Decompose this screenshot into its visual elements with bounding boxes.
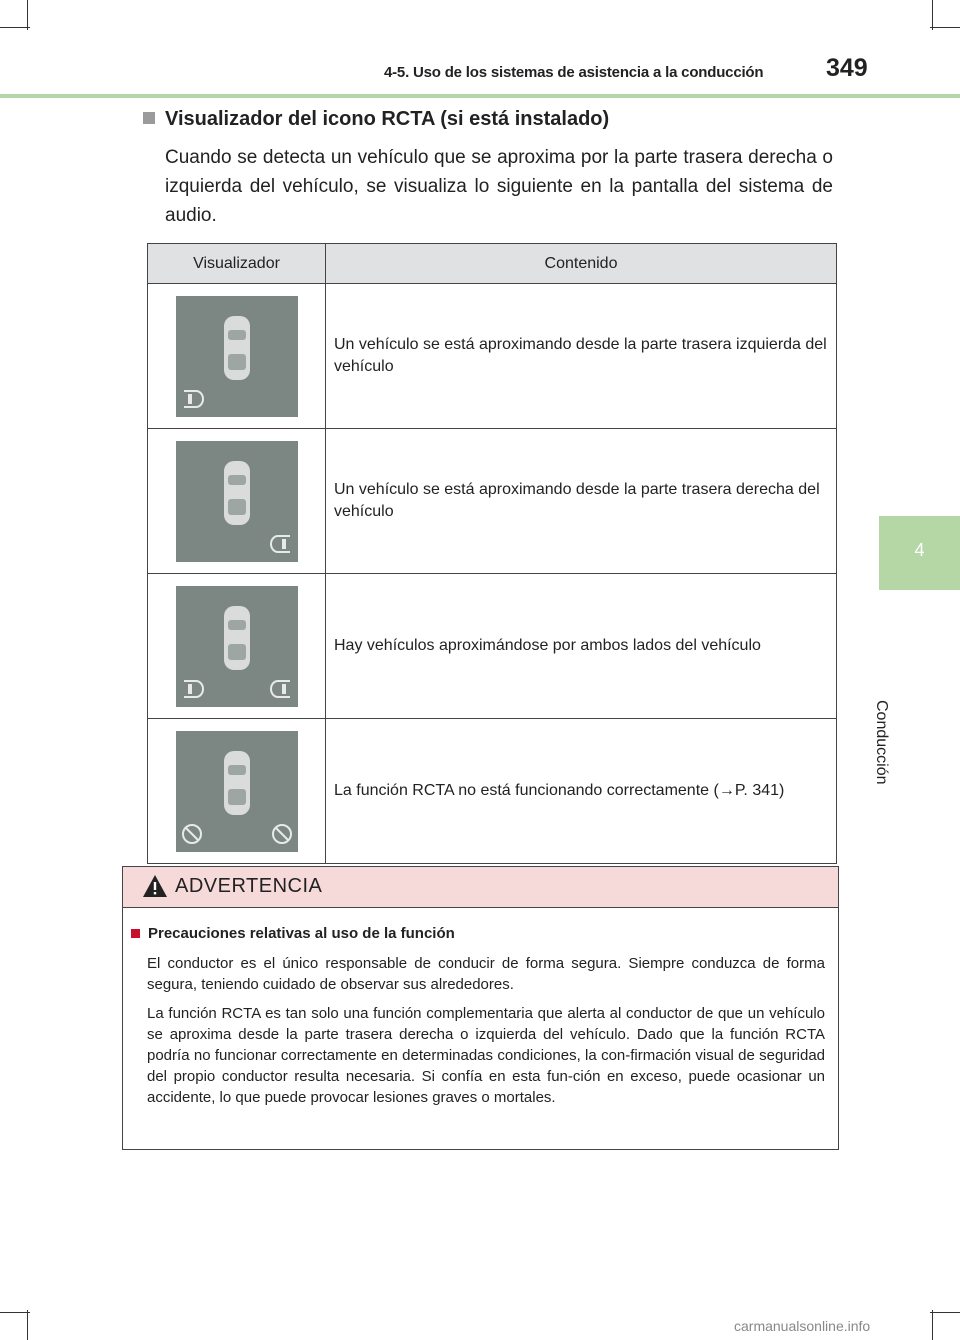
watermark: carmanualsonline.info bbox=[734, 1318, 871, 1334]
table-row bbox=[148, 574, 837, 719]
content-cell: Hay vehículos aproximándose por ambos lados del vehículo bbox=[326, 574, 837, 719]
crop-mark bbox=[0, 27, 30, 28]
warning-paragraph: El conductor es el único responsable de conducir de forma segura. Siempre conduzca de forma segura, teniendo cuidado de observar sus alrededores. bbox=[147, 955, 825, 993]
rcta-malfunction-display-icon bbox=[176, 731, 298, 852]
header-rule bbox=[0, 94, 960, 98]
content-cell: Un vehículo se está aproximando desde la parte trasera izquierda del vehículo bbox=[326, 284, 837, 429]
crop-mark bbox=[932, 1310, 933, 1340]
rcta-both-sides-display-icon bbox=[176, 586, 298, 707]
display-cell bbox=[148, 284, 326, 429]
rcta-display-table bbox=[147, 243, 837, 864]
warning-paragraph: La función RCTA es tan solo una función complementaria que alerta al conductor de que un vehículo se aproxima desde la parte trasera derecha o izquierda del vehículo. Dado que la función RCTA podría no funcionar correctamente en determinadas condiciones, la con-firmación visual de seguridad del propio conductor resulta necesaria. Si confía en esta fun-ción en exceso, puede ocasionar un accidente, lo que puede provocar lesiones graves o mortales. bbox=[147, 1005, 825, 1106]
warning-box bbox=[122, 866, 839, 1150]
display-cell bbox=[148, 574, 326, 719]
display-cell bbox=[148, 719, 326, 864]
table-header-row bbox=[148, 244, 837, 284]
crop-mark bbox=[930, 1312, 960, 1313]
red-square-bullet-icon bbox=[131, 929, 140, 938]
content-cell: Un vehículo se está aproximando desde la parte trasera derecha del vehículo bbox=[326, 429, 837, 574]
running-header: 4-5. Uso de los sistemas de asistencia a la conducción bbox=[384, 64, 764, 81]
square-bullet-icon bbox=[143, 112, 155, 124]
table-row bbox=[148, 719, 837, 864]
table-row bbox=[148, 284, 837, 429]
section-intro: Cuando se detecta un vehículo que se aproxima por la parte trasera derecha o izquierda del vehículo, se visualiza lo siguiente en la pantalla del sistema de audio. bbox=[165, 147, 833, 226]
crop-mark bbox=[930, 27, 960, 28]
crop-mark bbox=[932, 0, 933, 30]
rcta-right-display-icon bbox=[176, 441, 298, 562]
warning-header bbox=[123, 867, 838, 908]
chapter-number: 4 bbox=[914, 540, 925, 560]
column-header: Visualizador bbox=[148, 244, 326, 284]
section-title: Visualizador del icono RCTA (si está instalado) bbox=[165, 108, 610, 130]
warning-subheading bbox=[131, 925, 455, 942]
chapter-tab bbox=[879, 516, 960, 590]
warning-triangle-icon bbox=[142, 874, 168, 898]
warning-title: ADVERTENCIA bbox=[175, 875, 323, 897]
chapter-label: Conducción bbox=[873, 700, 890, 785]
page-number: 349 bbox=[826, 54, 868, 82]
crop-mark bbox=[27, 0, 28, 30]
content-cell: La función RCTA no está funcionando correctamente (→P. 341) bbox=[326, 719, 837, 864]
crop-mark bbox=[27, 1310, 28, 1340]
rcta-left-display-icon bbox=[176, 296, 298, 417]
section-heading bbox=[143, 108, 609, 131]
table-row bbox=[148, 429, 837, 574]
crop-mark bbox=[0, 1312, 30, 1313]
display-cell bbox=[148, 429, 326, 574]
warning-subtitle: Precauciones relativas al uso de la función bbox=[148, 925, 455, 942]
column-header: Contenido bbox=[326, 244, 837, 284]
